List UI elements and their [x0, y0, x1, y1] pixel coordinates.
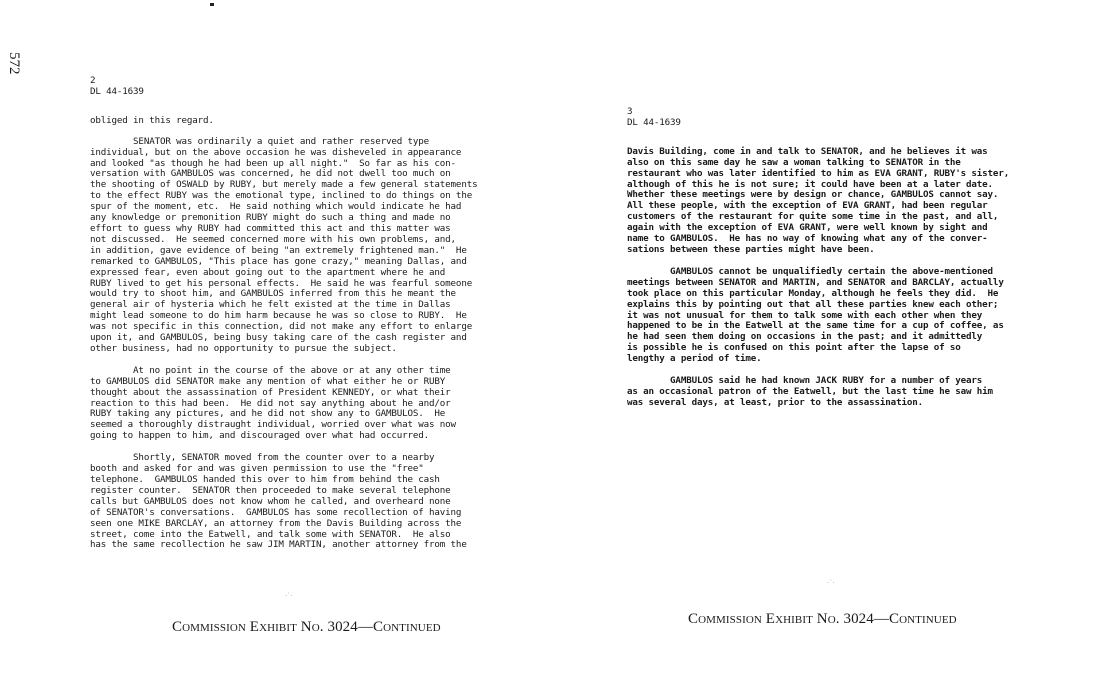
right-page: [627, 107, 1037, 409]
left-paragraph-1: SENATOR was ordinarily a quiet and rather reserved type individual, but on the above occasion he was disheveled in appearance and looked "as though he had been up all night." So far as his con- versation with GAMBULOS was concerned, he did not dwell too much on the shooting of OSWALD by RUBY, but merely made a few general statements to the effect RUBY was the emotional type, inclined to do things on the spur of the moment, etc. He said nothing which would indicate he had any knowledge or premonition RUBY might do such a thing and made no effort to guess why RUBY had committed this act and this matter was not discussed. He seemed concerned more with his own problems, and, in addition, gave evidence of being "an extremely frightened man." He remarked to GAMBULOS, "This place has gone crazy," meaning Dallas, and expressed fear, even about going out to the apartment where he and RUBY lived to get his personal effects. He said he was fearful someone would try to shoot him, and GAMBULOS inferred from this he meant the general air of hysteria which he felt existed at the time in Dallas might lead someone to do him harm because he was so close to RUBY. He was not specific in this connection, did not make any effort to enlarge upon it, and GAMBULOS, being busy taking care of the cash register and other business, had no opportunity to pursue the subject.: [90, 135, 478, 354]
page-number: 572: [6, 52, 22, 75]
right-page-label: 3: [627, 106, 633, 117]
right-page-header: [627, 107, 1037, 129]
left-paragraph-2: At no point in the course of the above or at any other time to GAMBULOS did SENATOR make any mention of what either he or RUBY thought about the assassination of President KENNEDY, or what their reaction to this had been. He did not say anything about he and/or RUBY taking any pictures, and he did not show any to GAMBULOS. He seemed a thoroughly distraught individual, worried over what was now going to happen to him, and discouraged over what had occurred.: [90, 364, 456, 442]
right-paragraph-1: Davis Building, come in and talk to SENATOR, and he believes it was also on this same day he saw a woman talking to SENATOR in the restaurant who was later identified to him as EVA GRANT, RUBY's sister, although of this he is not sure; it could have been at a later date. Whether these meetings were by design or chance, GAMBULOS cannot say. All these people, with the exception of EVA GRANT, had been regular customers of the restaurant for quite some time in the past, and all, again with the exception of EVA GRANT, were well known by sight and name to GAMBULOS. He has no way of knowing what any of the conver- sations between these parties might have been.: [627, 145, 1010, 255]
left-paragraph-3: Shortly, SENATOR moved from the counter over to a nearby booth and asked for and was given permission to use the "free" telephone. GAMBULOS handed this over to him from behind the cash register counter. SENATOR then proceeded to make several telephone calls but GAMBULOS does not know whom he called, and overheard none of SENATOR's conversations. GAMBULOS has some recollection of having seen one MIKE BARCLAY, an attorney from the Davis Building across the street, come into the Eatwell, and talk some with SENATOR. He also has the same recollection he saw JIM MARTIN, another attorney from the: [90, 452, 467, 551]
left-page: [90, 76, 505, 551]
scan-mark: [210, 3, 214, 6]
right-paragraph-3: GAMBULOS said he had known JACK RUBY for a number of years as an occasional patron of the Eatwell, but the last time he saw him was several days, at least, prior to the assassination.: [627, 375, 993, 408]
left-opening-line: obliged in this regard.: [90, 114, 214, 126]
left-page-header: [90, 76, 505, 98]
right-exhibit-caption: Commission Exhibit No. 3024—Continued: [688, 611, 957, 627]
scan-smudge: .·.: [285, 589, 293, 598]
right-paragraph-2: GAMBULOS cannot be unqualifiedly certain the above-mentioned meetings between SENATOR and MARTIN, and SENATOR and BARCLAY, actually took place on this particular Monday, although he feels they did. He explains this by pointing out that all these parties knew each other; it was not unusual for them to talk some with each other when they happened to be in the Eatwell at the same time for a cup of coffee, as he had seen them doing on occasions in the past; and it admittedly is possible he is confused on this point after the lapse of so lengthy a period of time.: [627, 265, 1004, 365]
left-file-number: DL 44-1639: [90, 85, 144, 97]
right-file-number: DL 44-1639: [627, 116, 681, 128]
left-page-label: 2: [90, 75, 96, 86]
left-exhibit-caption: Commission Exhibit No. 3024—Continued: [172, 619, 441, 635]
scan-smudge: .·.: [827, 576, 835, 585]
